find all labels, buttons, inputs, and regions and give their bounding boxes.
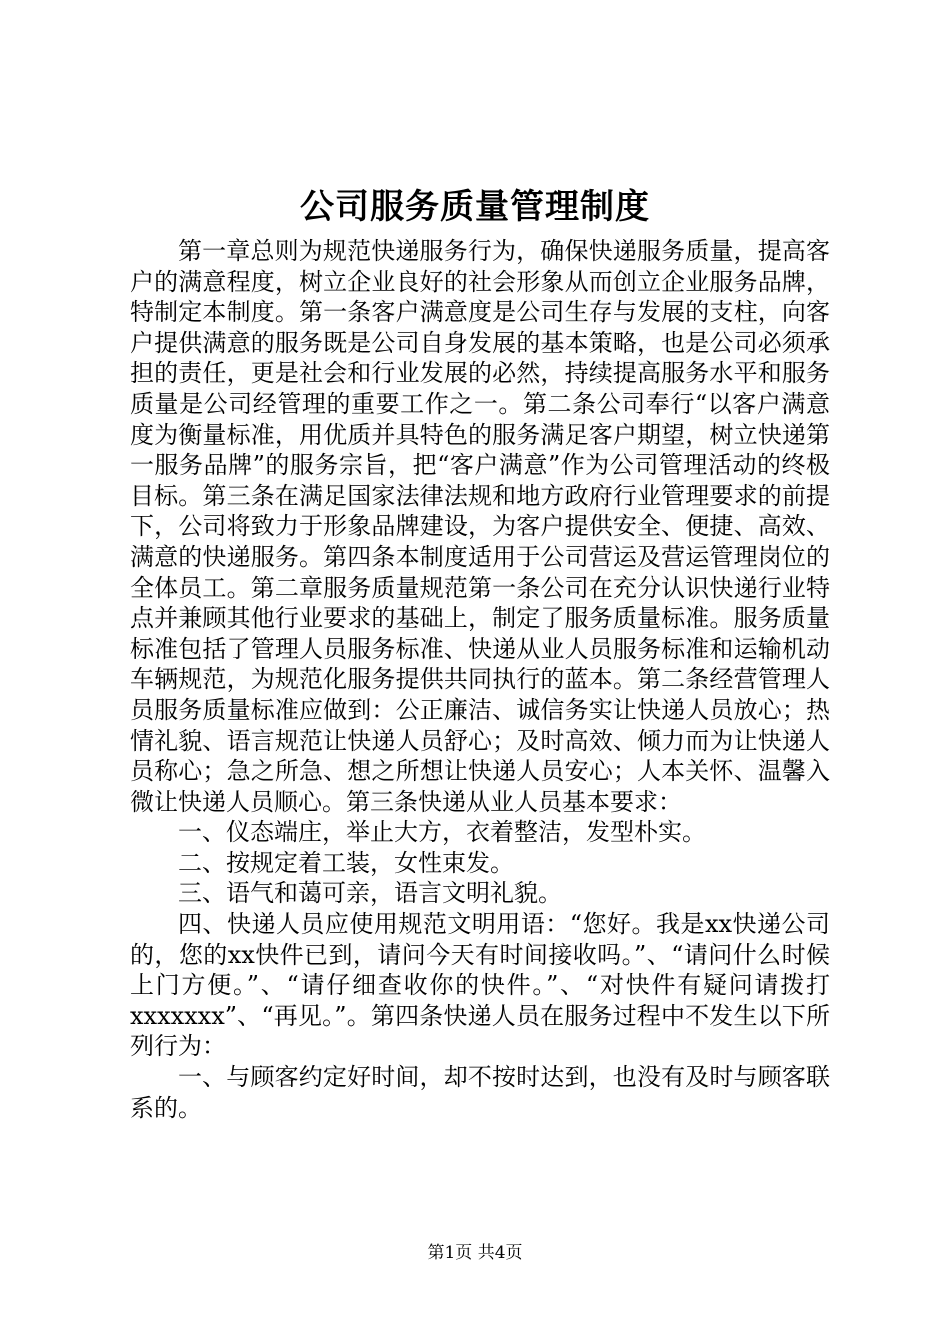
paragraph: 第一章总则为规范快递服务行为，确保快递服务质量，提高客户的满意程度，树立企业良好的社会形象从而创立企业服务品牌，特制定本制度。第一条客户满意度是公司生存与发展的支柱，向客户提供满意的服务既是公司自身发展的基本策略，也是公司必须承担的责任，更是社会和行业发展的必然，持续提高服务水平和服务质量是公司经管理的重要工作之一。第二条公司奉行“以客户满意度为衡量标准，用优质并具特色的服务满足客户期望，树立快递第一服务品牌”的服务宗旨，把“客户满意”作为公司管理活动的终极目标。第三条在满足国家法律法规和地方政府行业管理要求的前提下，公司将致力于形象品牌建设，为客户提供安全、便捷、高效、满意的快递服务。第四条本制度适用于公司营运及营运管理岗位的全体员工。第二章服务质量规范第一条公司在充分认识快递行业特点并兼顾其他行业要求的基础上，制定了服务质量标准。服务质量标准包括了管理人员服务标准、快递从业人员服务标准和运输机动车辆规范，为规范化服务提供共同执行的蓝本。第二条经营管理人员服务质量标准应做到：公正廉洁、诚信务实让快递人员放心；热情礼貌、语言规范让快递人员舒心；及时高效、倾力而为让快递人员称心；急之所急、想之所想让快递人员安心；人本关怀、温馨入微让快递人员顺心。第三条快递从业人员基本要求： (130, 237, 830, 816)
document-body (130, 236, 830, 1123)
paragraph: 一、与顾客约定好时间，却不按时达到，也没有及时与顾客联系的。 (130, 1063, 830, 1122)
paragraph: 三、语气和蔼可亲，语言文明礼貌。 (178, 879, 562, 908)
paragraph: 一、仪态端庄，举止大方，衣着整洁，发型朴实。 (178, 818, 706, 847)
document-title: 公司服务质量管理制度 (300, 187, 650, 227)
page-number-footer: 第1页 共4页 (427, 1243, 523, 1263)
paragraph: 四、快递人员应使用规范文明用语：“您好。我是xx快递公司的，您的xx快件已到，请问今天有时间接收吗。”、“请问什么时候上门方便。”、“请仔细查收你的快件。”、“对快件有疑问请拨打xxxxxxx”、“再见。”。第四条快递人员在服务过程中不发生以下所列行为： (130, 910, 830, 1061)
paragraph: 二、按规定着工装，女性束发。 (178, 848, 514, 877)
